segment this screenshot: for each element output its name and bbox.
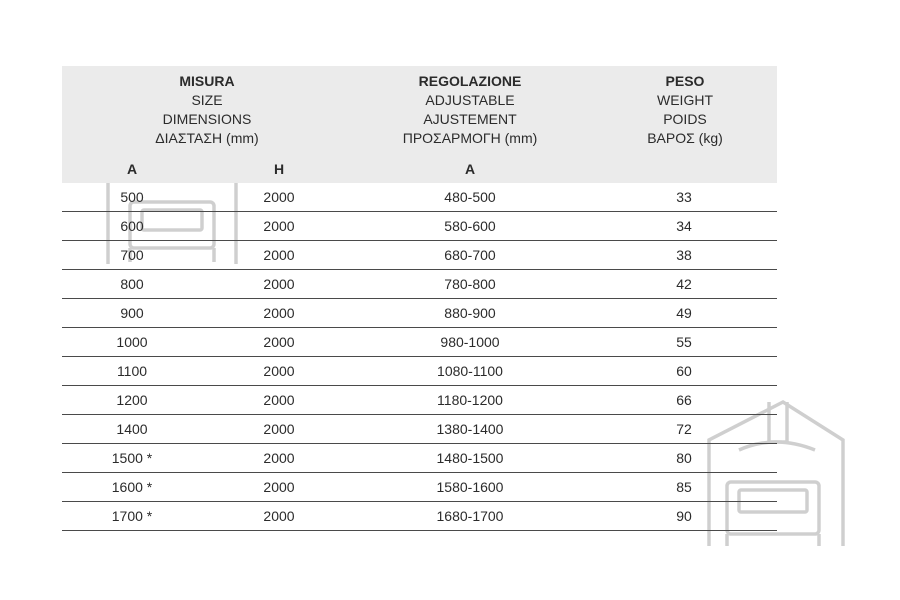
table-body — [62, 183, 777, 531]
cell-weight: 42 — [676, 276, 692, 292]
header-peso: PESO WEIGHT POIDS ΒΑΡΟΣ (kg) — [647, 73, 723, 146]
cell-adjustable: 480-500 — [444, 189, 496, 205]
cell-height: 2000 — [263, 479, 295, 495]
cell-width: 1000 — [116, 334, 148, 350]
subheader-adjustable-width: A — [464, 161, 476, 177]
cell-adjustable: 680-700 — [444, 247, 496, 263]
cell-weight: 49 — [676, 305, 692, 321]
cell-adjustable: 1580-1600 — [436, 479, 504, 495]
cell-width: 600 — [120, 218, 144, 234]
cell-adjustable: 1680-1700 — [436, 508, 504, 524]
cell-height: 2000 — [263, 305, 295, 321]
cell-width: 1700 * — [111, 508, 153, 524]
header-misura: MISURA SIZE DIMENSIONS ΔΙΑΣΤΑΣΗ (mm) — [155, 73, 259, 146]
cell-height: 2000 — [263, 392, 295, 408]
table-header — [62, 66, 777, 183]
cell-height: 2000 — [263, 276, 295, 292]
cell-width: 500 — [120, 189, 144, 205]
cell-height: 2000 — [263, 508, 295, 524]
header-regolazione: REGOLAZIONE ADJUSTABLE AJUSTEMENT ΠΡΟΣΑΡΜΟΓΗ (mm) — [402, 73, 538, 146]
table-row — [62, 241, 777, 270]
table-row — [62, 328, 777, 357]
cell-adjustable: 580-600 — [444, 218, 496, 234]
table-row — [62, 270, 777, 299]
cell-width: 1200 — [116, 392, 148, 408]
cell-adjustable: 880-900 — [444, 305, 496, 321]
subheader-height: H — [273, 161, 285, 177]
cell-weight: 38 — [676, 247, 692, 263]
cell-height: 2000 — [263, 450, 295, 466]
cell-adjustable: 1380-1400 — [436, 421, 504, 437]
subheader-width: A — [126, 161, 138, 177]
cell-adjustable: 1080-1100 — [437, 363, 503, 379]
cell-weight: 34 — [676, 218, 692, 234]
cell-weight: 85 — [676, 479, 692, 495]
cell-width: 900 — [120, 305, 144, 321]
spec-table — [62, 66, 777, 531]
cell-height: 2000 — [263, 363, 295, 379]
cell-height: 2000 — [263, 247, 295, 263]
table-row — [62, 299, 777, 328]
cell-width: 1400 — [116, 421, 148, 437]
table-row — [62, 444, 777, 473]
cell-width: 1100 — [116, 363, 148, 379]
table-row — [62, 183, 777, 212]
cell-adjustable: 780-800 — [444, 276, 496, 292]
cell-weight: 55 — [676, 334, 692, 350]
cell-weight: 72 — [676, 421, 692, 437]
cell-adjustable: 1480-1500 — [436, 450, 504, 466]
cell-height: 2000 — [263, 334, 295, 350]
cell-adjustable: 980-1000 — [440, 334, 500, 350]
table-row — [62, 212, 777, 241]
table-row — [62, 386, 777, 415]
cell-height: 2000 — [263, 218, 295, 234]
cell-weight: 33 — [676, 189, 692, 205]
cell-weight: 60 — [676, 363, 692, 379]
cell-height: 2000 — [263, 189, 295, 205]
cell-weight: 80 — [676, 450, 692, 466]
cell-width: 700 — [120, 247, 144, 263]
cell-adjustable: 1180-1200 — [437, 392, 503, 408]
cell-width: 800 — [120, 276, 144, 292]
table-row — [62, 502, 777, 531]
cell-width: 1600 * — [111, 479, 153, 495]
table-row — [62, 473, 777, 502]
cell-width: 1500 * — [111, 450, 153, 466]
cell-weight: 66 — [676, 392, 692, 408]
cell-height: 2000 — [263, 421, 295, 437]
table-row — [62, 357, 777, 386]
table-row — [62, 415, 777, 444]
cell-weight: 90 — [676, 508, 692, 524]
